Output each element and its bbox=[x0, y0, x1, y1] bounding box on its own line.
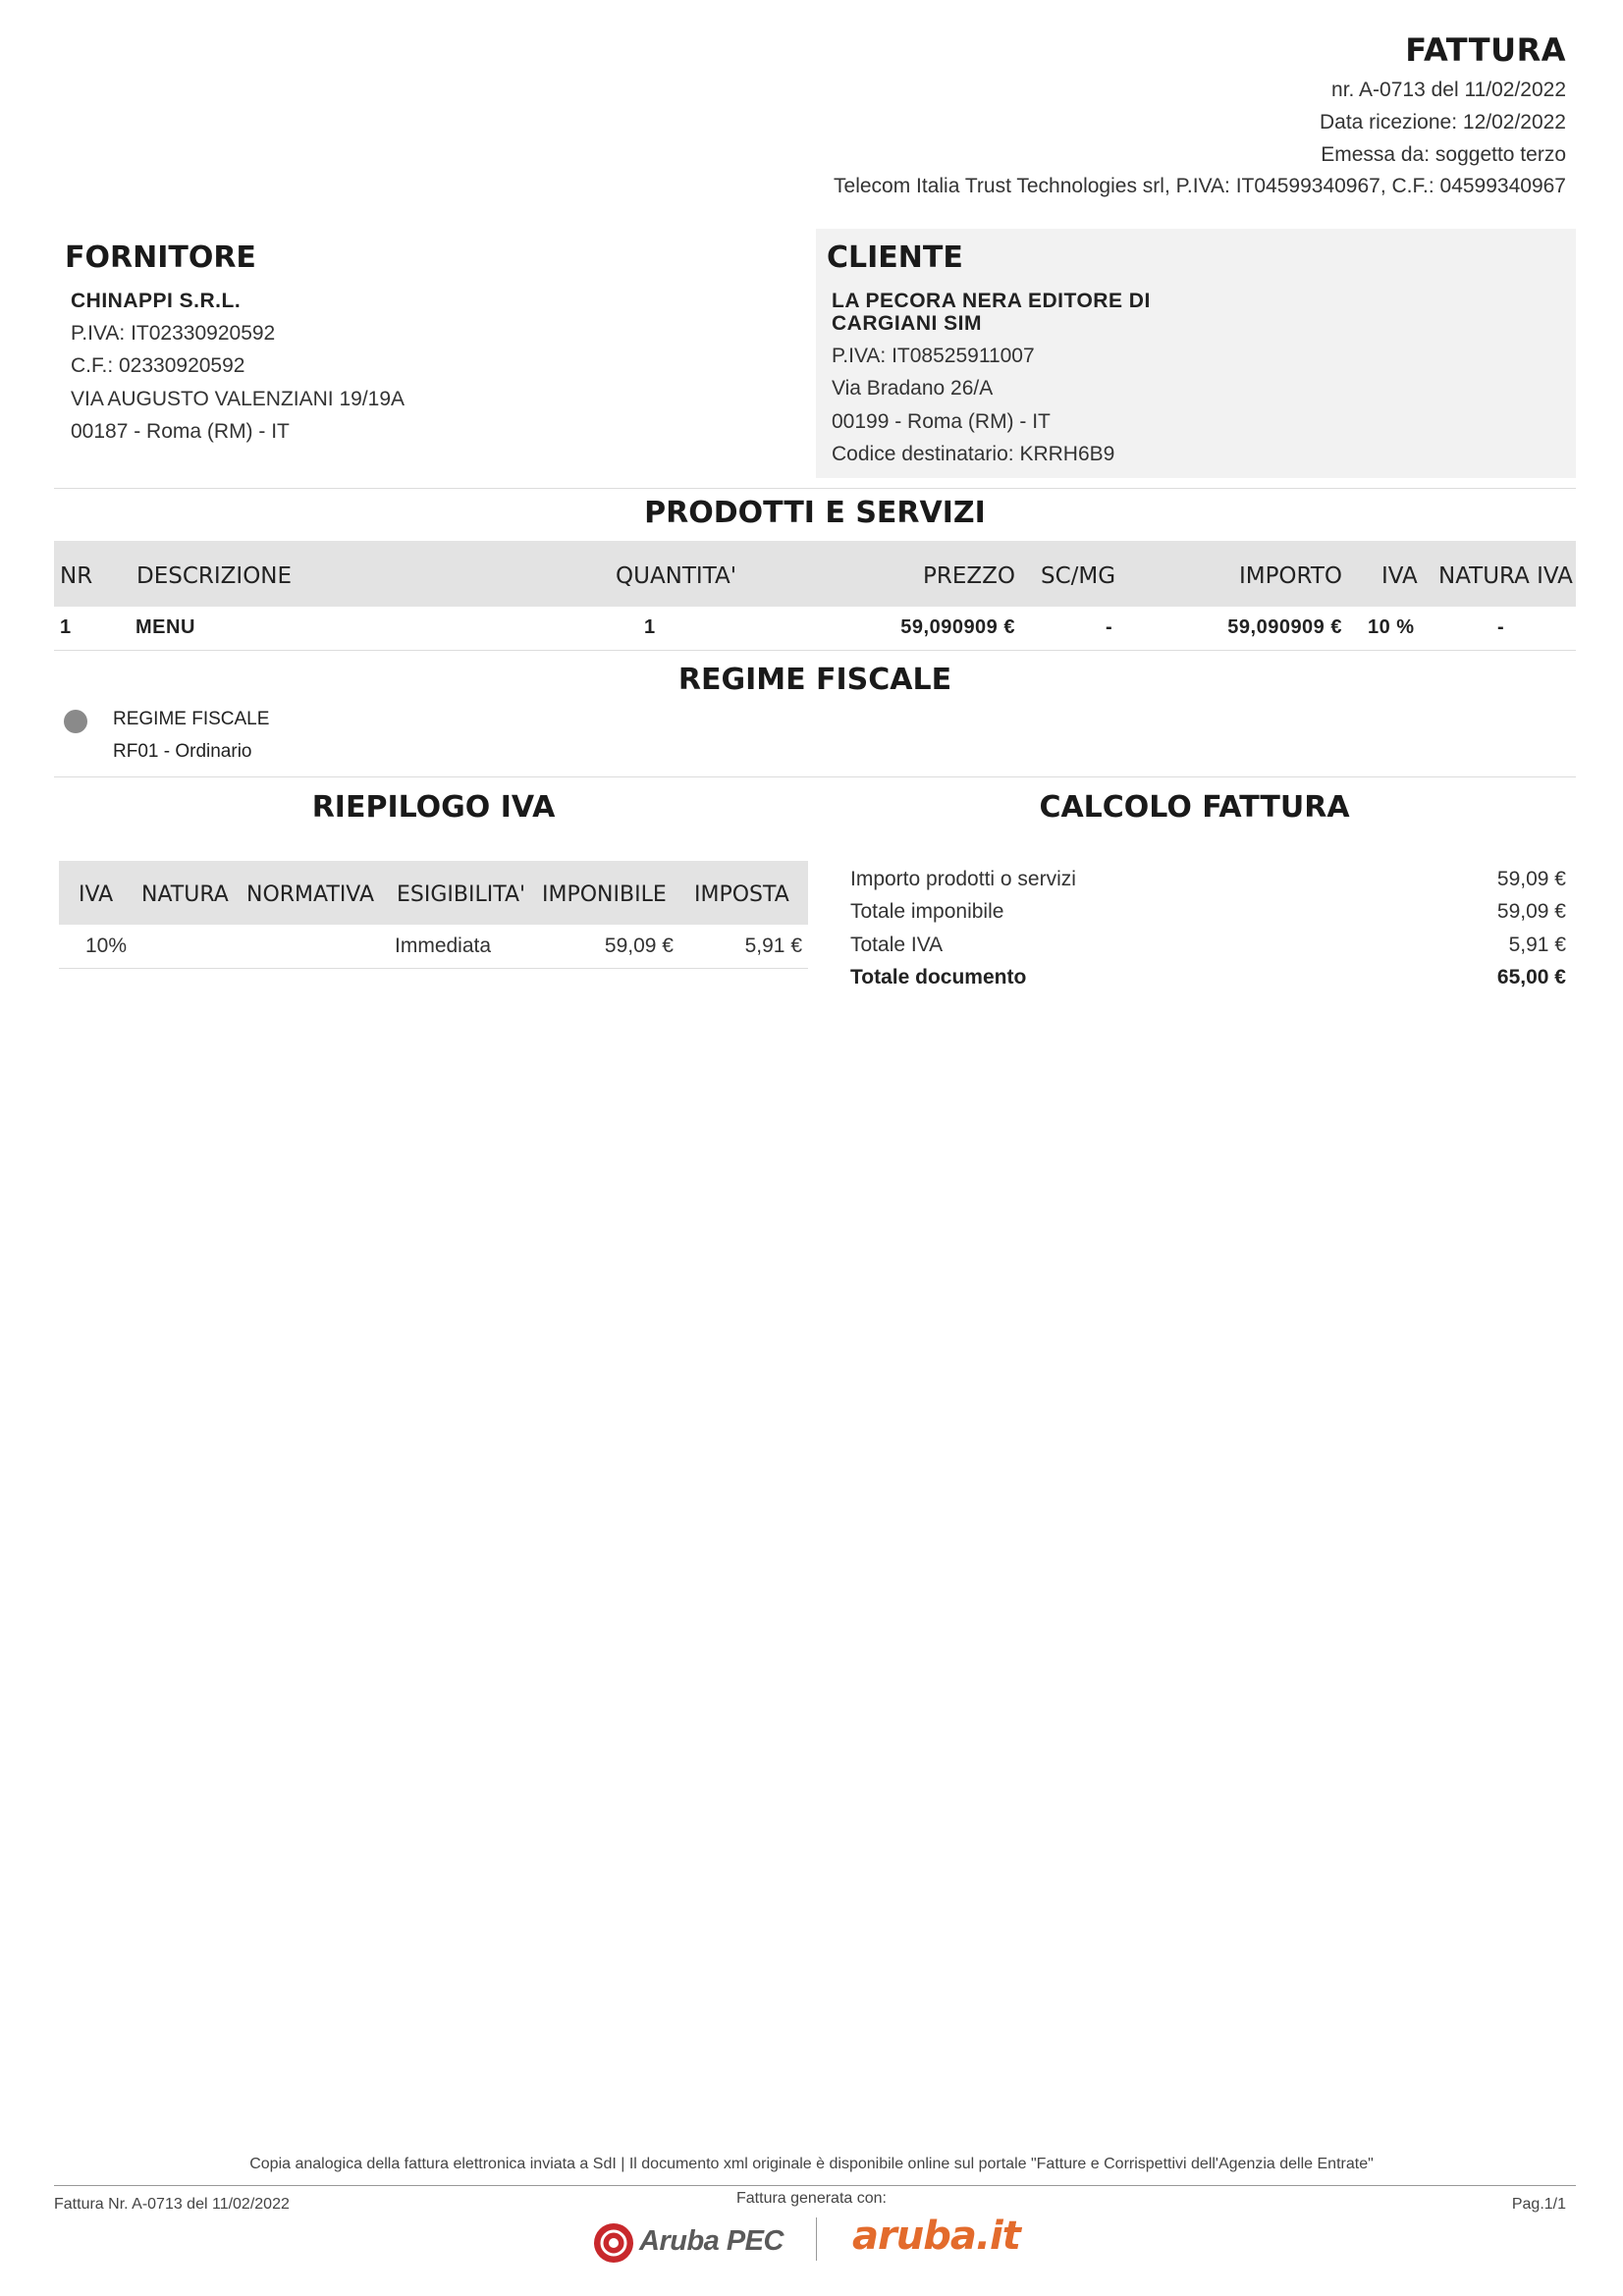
calc-label-iva: Totale IVA bbox=[850, 934, 944, 956]
riepilogo-header bbox=[59, 861, 808, 925]
row-importo: 59,090909 € bbox=[1227, 616, 1342, 638]
bullet-icon bbox=[64, 710, 87, 733]
col-nr: NR bbox=[60, 563, 93, 589]
calc-value-imponibile: 59,09 € bbox=[1496, 900, 1566, 923]
riep-col-normativa: NORMATIVA bbox=[246, 882, 375, 907]
table-row bbox=[54, 607, 1576, 650]
col-scmg: SC/MG bbox=[1041, 563, 1116, 589]
cliente-title: CLIENTE bbox=[827, 240, 963, 275]
row-prezzo: 59,090909 € bbox=[900, 616, 1015, 638]
riep-col-imposta: IMPOSTA bbox=[694, 882, 789, 907]
calc-label-totale: Totale documento bbox=[850, 966, 1027, 988]
riep-row-imposta: 5,91 € bbox=[744, 934, 802, 957]
riep-row-esigibilita: Immediata bbox=[395, 934, 492, 957]
issuer-info: Telecom Italia Trust Technologies srl, P.IVA: IT04599340967, C.F.: 04599340967 bbox=[834, 175, 1566, 197]
col-natura: NATURA IVA bbox=[1438, 563, 1573, 589]
logo-separator bbox=[816, 2217, 817, 2261]
received-date: Data ricezione: 12/02/2022 bbox=[1319, 111, 1566, 133]
divider bbox=[54, 488, 1576, 489]
aruba-pec-logo-text: Aruba PEC bbox=[639, 2225, 784, 2257]
products-title: PRODOTTI E SERVIZI bbox=[644, 496, 986, 530]
riep-col-natura: NATURA bbox=[141, 882, 229, 907]
footer-page: Pag.1/1 bbox=[1511, 2196, 1566, 2213]
riep-col-esigibilita: ESIGIBILITA' bbox=[397, 882, 526, 907]
calc-label-imponibile: Totale imponibile bbox=[850, 900, 1004, 923]
divider bbox=[59, 968, 808, 969]
riepilogo-title: RIEPILOGO IVA bbox=[311, 790, 556, 825]
calc-value-importo: 59,09 € bbox=[1496, 868, 1566, 890]
row-quantita: 1 bbox=[644, 616, 656, 638]
col-iva: IVA bbox=[1381, 563, 1418, 589]
regime-title: REGIME FISCALE bbox=[677, 663, 952, 697]
products-header bbox=[54, 541, 1576, 607]
col-importo: IMPORTO bbox=[1238, 563, 1342, 589]
riep-row-iva: 10% bbox=[85, 934, 128, 957]
calcolo-title: CALCOLO FATTURA bbox=[1039, 790, 1350, 825]
fornitore-address: VIA AUGUSTO VALENZIANI 19/19A bbox=[71, 388, 406, 410]
cliente-city: 00199 - Roma (RM) - IT bbox=[832, 410, 1051, 433]
document-title: FATTURA bbox=[1405, 31, 1566, 69]
col-descrizione: DESCRIZIONE bbox=[136, 563, 293, 589]
footer-generated-with: Fattura generata con: bbox=[736, 2190, 887, 2207]
aruba-pec-seal-icon bbox=[592, 2221, 635, 2265]
col-quantita: QUANTITA' bbox=[616, 563, 737, 589]
fornitore-title: FORNITORE bbox=[65, 240, 256, 275]
row-scmg: - bbox=[1106, 616, 1113, 638]
cliente-codice: Codice destinatario: KRRH6B9 bbox=[832, 443, 1115, 465]
calc-value-totale: 65,00 € bbox=[1496, 966, 1566, 988]
row-iva: 10 % bbox=[1368, 616, 1415, 638]
col-prezzo: PREZZO bbox=[923, 563, 1015, 589]
calc-label-importo: Importo prodotti o servizi bbox=[850, 868, 1076, 890]
riep-col-iva: IVA bbox=[79, 882, 114, 907]
divider bbox=[54, 776, 1576, 777]
cliente-name-line1: LA PECORA NERA EDITORE DI bbox=[832, 290, 1151, 312]
row-natura: - bbox=[1497, 616, 1505, 638]
footer-invoice-ref: Fattura Nr. A-0713 del 11/02/2022 bbox=[54, 2196, 290, 2213]
riep-row-imponibile: 59,09 € bbox=[604, 934, 674, 957]
aruba-it-logo: aruba.it bbox=[852, 2214, 1020, 2259]
regime-label: REGIME FISCALE bbox=[113, 709, 270, 729]
fornitore-piva: P.IVA: IT02330920592 bbox=[71, 322, 276, 345]
row-descrizione: MENU bbox=[135, 616, 195, 638]
cliente-name-line2: CARGIANI SIM bbox=[832, 312, 982, 335]
fornitore-city: 00187 - Roma (RM) - IT bbox=[71, 420, 290, 443]
invoice-number: nr. A-0713 del 11/02/2022 bbox=[1331, 79, 1566, 101]
fornitore-name: CHINAPPI S.R.L. bbox=[71, 290, 242, 312]
table-row bbox=[59, 925, 808, 968]
regime-value: RF01 - Ordinario bbox=[113, 741, 252, 762]
fornitore-cf: C.F.: 02330920592 bbox=[71, 354, 245, 377]
calc-value-iva: 5,91 € bbox=[1508, 934, 1566, 956]
cliente-piva: P.IVA: IT08525911007 bbox=[832, 345, 1035, 367]
footer-divider bbox=[54, 2185, 1576, 2186]
row-nr: 1 bbox=[60, 616, 72, 638]
footer-note: Copia analogica della fattura elettronica inviata a SdI | Il documento xml originale è disponibile online sul portale "Fatture e Corrispettivi dell'Agenzia delle Entrate" bbox=[249, 2156, 1374, 2172]
riep-col-imponibile: IMPONIBILE bbox=[542, 882, 667, 907]
divider bbox=[54, 650, 1576, 651]
issued-by: Emessa da: soggetto terzo bbox=[1321, 143, 1566, 166]
cliente-address: Via Bradano 26/A bbox=[832, 377, 994, 400]
